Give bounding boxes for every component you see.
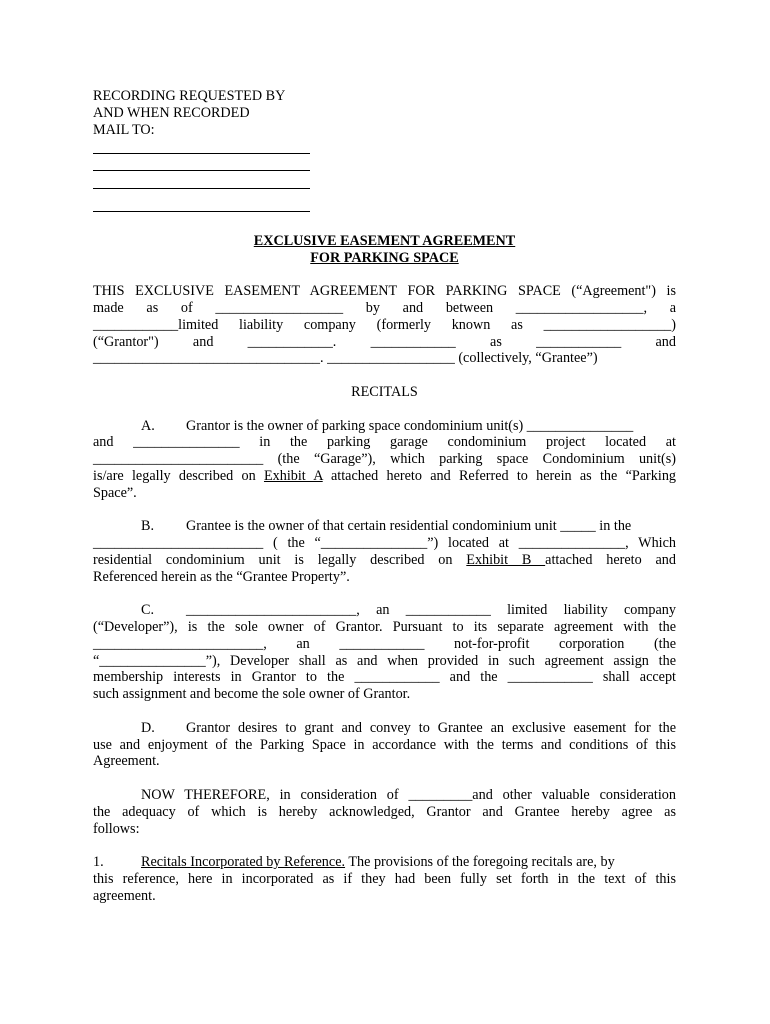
- section-1-line-1: [141, 854, 615, 871]
- recital-a-line-2: and _______________ in the parking garage condominium project located at: [93, 434, 676, 450]
- recital-c-line-2: (“Developer”), is the sole owner of Grantor. Pursuant to its separate agreement with the: [93, 619, 676, 635]
- section-1-line-3: agreement.: [93, 888, 156, 904]
- address-line-2: [93, 170, 310, 171]
- intro-line-4: (“Grantor") and ____________. ____________ as ____________ and: [93, 334, 676, 350]
- recital-a-line-4: [93, 468, 676, 485]
- intro-line-3: ____________limited liability company (formerly known as __________________): [93, 317, 676, 333]
- intro-line-2: made as of __________________ by and between __________________, a: [93, 300, 676, 316]
- now-therefore-line-3: follows:: [93, 821, 140, 837]
- address-line-3: [93, 188, 310, 189]
- recital-b-line-4: Referenced herein as the “Grantee Property”.: [93, 569, 350, 585]
- recitals-heading: RECITALS: [351, 384, 418, 400]
- section-1-number: 1.: [93, 854, 104, 870]
- address-line-1: [93, 153, 310, 154]
- recital-b-line-1: Grantee is the owner of that certain residential condominium unit _____ in the: [186, 518, 632, 534]
- document-title-line-1: EXCLUSIVE EASEMENT AGREEMENT: [253, 233, 516, 249]
- recording-requested-by: RECORDING REQUESTED BY: [93, 88, 286, 104]
- recital-c-line-5: membership interests in Grantor to the ____________ and the ____________ shall accept: [93, 669, 676, 685]
- recital-d-label: D.: [141, 720, 155, 736]
- now-therefore-line-1: NOW THEREFORE, in consideration of _________and other valuable consideration: [141, 787, 676, 803]
- and-when-recorded: AND WHEN RECORDED: [93, 105, 250, 121]
- recital-d-line-3: Agreement.: [93, 753, 160, 769]
- exhibit-a-reference: Exhibit A: [263, 468, 323, 484]
- intro-line-5: ________________________________. __________________ (collectively, “Grantee”): [93, 350, 598, 366]
- exhibit-b-reference: Exhibit B: [466, 552, 546, 568]
- recital-b-label: B.: [141, 518, 155, 534]
- recital-a-line-5: Space”.: [93, 485, 137, 501]
- mail-to: MAIL TO:: [93, 122, 155, 138]
- recital-c-line-4: “_______________”), Developer shall as and when provided in such agreement assign the: [93, 653, 676, 669]
- intro-line-1: THIS EXCLUSIVE EASEMENT AGREEMENT FOR PARKING SPACE (“Agreement") is: [93, 283, 676, 299]
- section-1-line-2: this reference, here in incorporated as if they had been fully set forth in the text of this: [93, 871, 676, 887]
- section-1-line-1-rest: The provisions of the foregoing recitals are, by: [345, 854, 615, 870]
- document-title-line-2: FOR PARKING SPACE: [310, 250, 459, 266]
- recital-c-line-6: such assignment and become the sole owner of Grantor.: [93, 686, 411, 702]
- recital-a-line-3: ________________________ (the “Garage”), which parking space Condominium unit(s): [93, 451, 676, 467]
- now-therefore-line-2: the adequacy of which is hereby acknowledged, Grantor and Grantee hereby agree as: [93, 804, 676, 820]
- recital-a-line-1: Grantor is the owner of parking space condominium unit(s) _______________: [186, 418, 634, 434]
- recital-d-line-1: Grantor desires to grant and convey to Grantee an exclusive easement for the: [186, 720, 676, 736]
- recital-a-label: A.: [141, 418, 155, 434]
- recital-c-line-3: ________________________, an ____________ not-for-profit corporation (the: [93, 636, 676, 652]
- section-1-heading: Recitals Incorporated by Reference.: [141, 854, 346, 870]
- recital-b-line-3: [93, 552, 676, 569]
- address-line-4: [93, 211, 310, 212]
- recital-c-line-1: ________________________, an ____________ limited liability company: [186, 602, 676, 618]
- recital-d-line-2: use and enjoyment of the Parking Space in accordance with the terms and conditions of this: [93, 737, 676, 753]
- recital-b-line-3-start: residential condominium unit is legally described on: [93, 552, 467, 568]
- recital-a-line-4-start: is/are legally described on: [93, 468, 264, 484]
- recital-b-line-3-end: attached hereto and: [545, 552, 676, 568]
- recital-b-line-2: ________________________ ( the “_______________”) located at _______________, Which: [93, 535, 676, 551]
- recital-a-line-4-end: attached hereto and Referred to herein as the “Parking: [322, 468, 677, 484]
- recital-c-label: C.: [141, 602, 155, 618]
